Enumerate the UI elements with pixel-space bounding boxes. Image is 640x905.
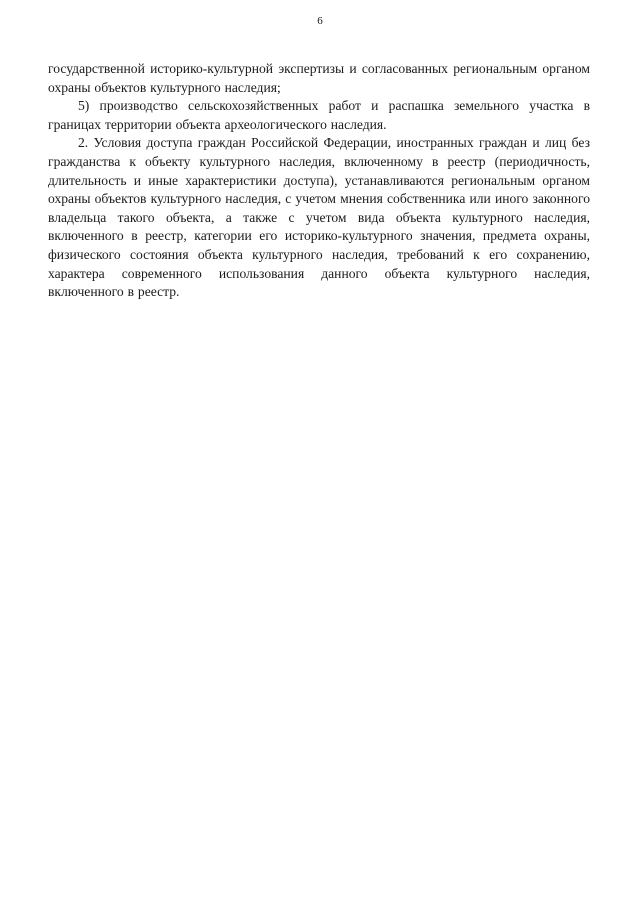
document-body bbox=[48, 60, 590, 302]
paragraph-continuation: государственной историко-культурной экспертизы и согласованных региональным органом охраны объектов культурного наследия; bbox=[48, 61, 590, 95]
paragraph-item-5: 5) производство сельскохозяйственных работ и распашка земельного участка в границах территории объекта археологического наследия. bbox=[48, 98, 590, 132]
page-number: 6 bbox=[317, 15, 323, 27]
paragraph-section-2: 2. Условия доступа граждан Российской Федерации, иностранных граждан и лиц без гражданства к объекту культурного наследия, включенному в реестр (периодичность, длительность и иные характеристики доступа), устанавливаются региональным органом охраны объектов культурного наследия, с учетом мнения собственника или иного законного владельца такого объекта, а также с учетом вида объекта культурного наследия, включенного в реестр, категории его историко-культурного значения, предмета охраны, физического состояния объекта культурного наследия, требований к его сохранению, характера современного использования данного объекта культурного наследия, включенного в реестр. bbox=[48, 135, 590, 300]
